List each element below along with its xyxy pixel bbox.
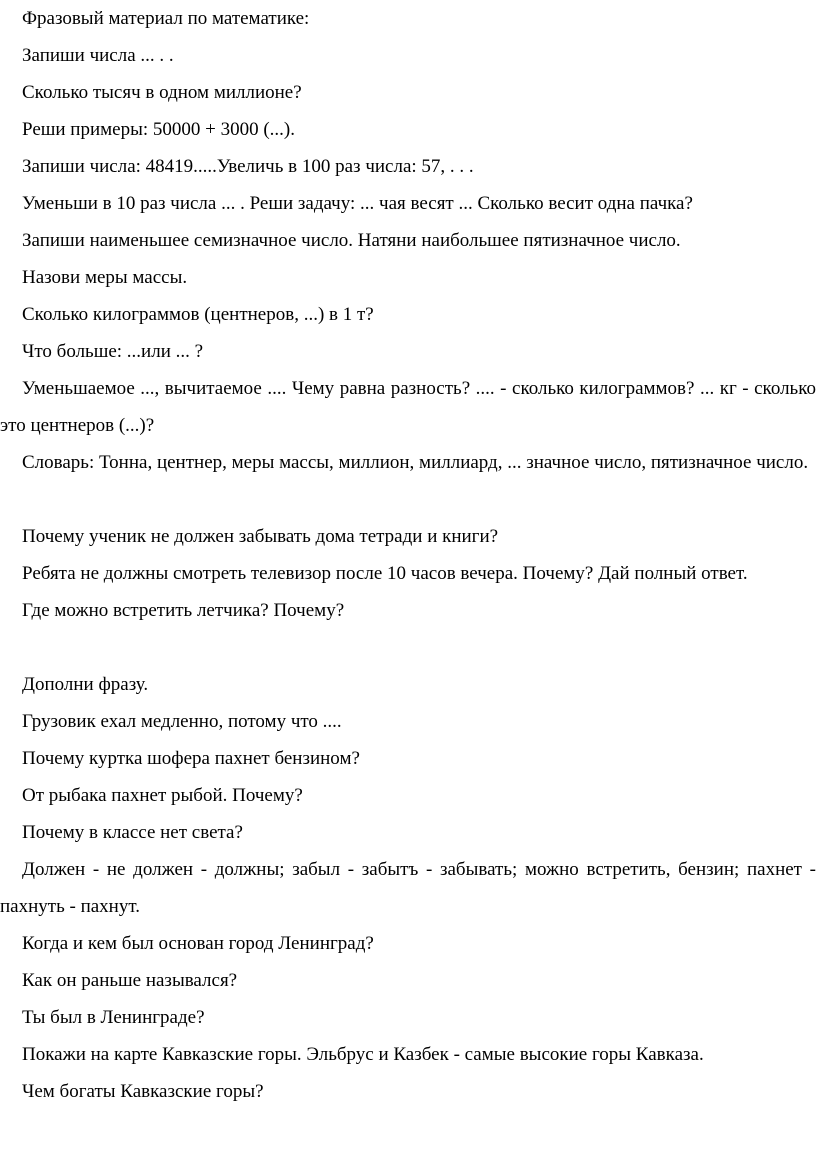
paragraph: Почему в классе нет света? bbox=[22, 822, 243, 843]
paragraph: Покажи на карте Кавказские горы. Эльбрус и Казбек - самые высокие горы Кавказа. bbox=[22, 1044, 704, 1065]
paragraph: Ты был в Ленинграде? bbox=[22, 1007, 205, 1028]
paragraph: Чем богаты Кавказские горы? bbox=[22, 1081, 264, 1102]
paragraph: Дополни фразу. bbox=[22, 674, 149, 695]
paragraph: Запиши числа ... . . bbox=[22, 45, 174, 66]
paragraph: Уменьши в 10 раз числа ... . Реши задачу: ... чая весят ... Сколько весит одна пачка? bbox=[22, 193, 693, 214]
paragraph: Грузовик ехал медленно, потому что .... bbox=[22, 711, 342, 732]
blank-line bbox=[0, 629, 816, 666]
paragraph: Где можно встретить летчика? Почему? bbox=[22, 600, 345, 621]
paragraph: Когда и кем был основан город Ленинград? bbox=[22, 933, 374, 954]
paragraph: Почему ученик не должен забывать дома тетради и книги? bbox=[22, 526, 499, 547]
paragraph: Сколько тысяч в одном миллионе? bbox=[22, 82, 302, 103]
paragraph: Уменьшаемое ..., вычитаемое .... Чему равна разность? .... - сколько килограммов? ... кг - сколько это центнеров (...)? bbox=[0, 378, 816, 436]
paragraph: Сколько килограммов (центнеров, ...) в 1 т? bbox=[22, 304, 374, 325]
paragraph: Запиши наименьшее семизначное число. Натяни наибольшее пятизначное число. bbox=[22, 230, 681, 251]
paragraph: Ребята не должны смотреть телевизор после 10 часов вечера. Почему? Дай полный ответ. bbox=[22, 563, 748, 584]
paragraph: Назови меры массы. bbox=[22, 267, 188, 288]
paragraph-vocabulary: Словарь: Тонна, центнер, меры массы, миллион, миллиард, ... значное число, пятизначное число. bbox=[22, 452, 809, 473]
paragraph-heading-math: Фразовый материал по математике: bbox=[22, 8, 310, 29]
paragraph: От рыбака пахнет рыбой. Почему? bbox=[22, 785, 303, 806]
paragraph: Что больше: ...или ... ? bbox=[22, 341, 204, 362]
paragraph: Реши примеры: 50000 + 3000 (...). bbox=[22, 119, 296, 140]
paragraph-word-forms: Должен - не должен - должны; забыл - забытъ - забывать; можно встретить, бензин; пахнет - пахнуть - пахнут. bbox=[0, 859, 816, 917]
paragraph: Почему куртка шофера пахнет бензином? bbox=[22, 748, 360, 769]
paragraph: Запиши числа: 48419.....Увеличь в 100 раз числа: 57, . . . bbox=[22, 156, 474, 177]
blank-line bbox=[0, 481, 816, 518]
paragraph: Как он раньше назывался? bbox=[22, 970, 238, 991]
